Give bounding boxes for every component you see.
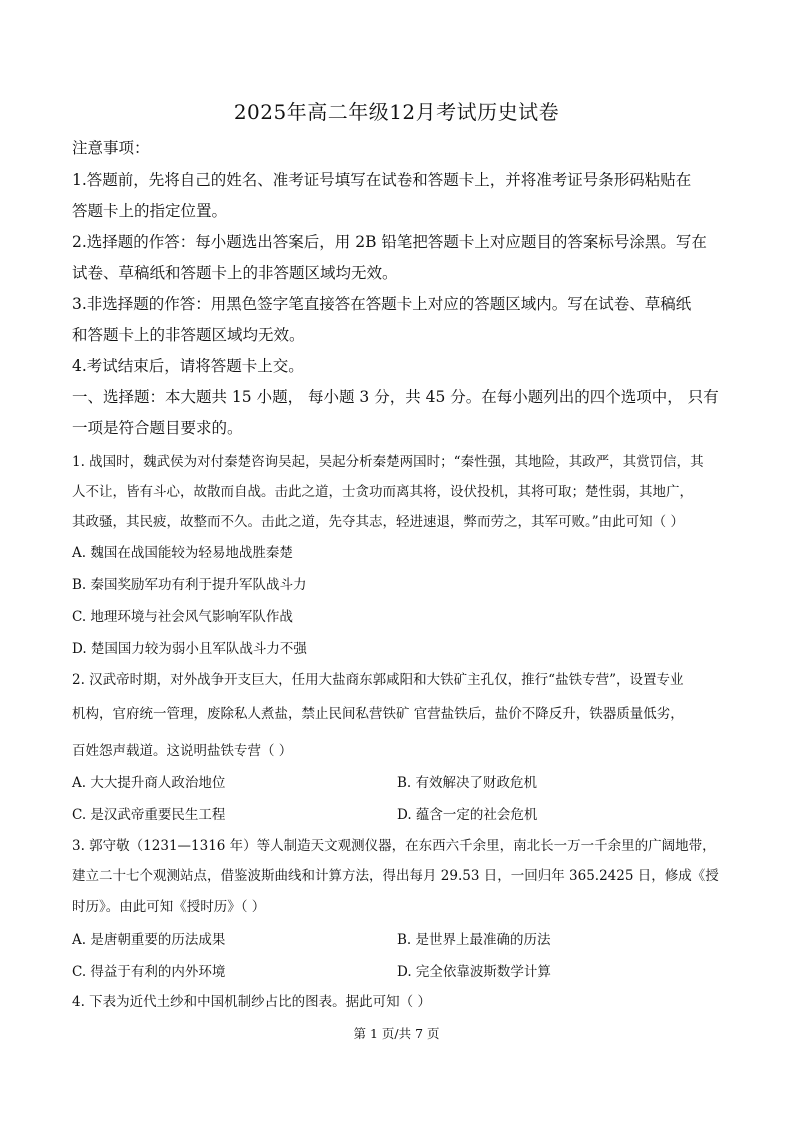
notice-item-4: 4.考试结束后，请将答题卡上交。 xyxy=(72,357,304,375)
question-2-option-b: B. 有效解决了财政危机 xyxy=(397,775,538,791)
question-2-stem-line-2: 机构，官府统一管理，废除私人煮盐，禁止民间私营铁矿 官营盐铁后，盐价不降反升，铁器质量低劣， xyxy=(72,706,684,722)
notice-item-2-line-2: 试卷、草稿纸和答题卡上的非答题区域均无效。 xyxy=(72,264,398,282)
notice-item-3-line-1: 3.非选择题的作答：用黑色签字笔直接答在答题卡上对应的答题区域内。写在试卷、草稿纸 xyxy=(72,295,692,313)
question-1-option-a: A. 魏国在战国能较为轻易地战胜秦楚 xyxy=(72,545,293,561)
question-1-stem-line-1: 1. 战国时，魏武侯为对付秦楚咨询吴起，吴起分析秦楚两国时；“秦性强，其地险，其政严，其赏罚信，其 xyxy=(72,454,704,470)
question-3-stem-line-1: 3. 郭守敬（1231—1316 年）等人制造天文观测仪器，在东西六千余里，南北长一万一千余里的广阔地带， xyxy=(72,838,716,854)
question-1-option-d: D. 楚国国力较为弱小且军队战斗力不强 xyxy=(72,641,307,657)
question-1-option-b: B. 秦国奖励军功有利于提升军队战斗力 xyxy=(72,577,307,593)
question-3-stem-line-3: 时历》。由此可知《授时历》（ ） xyxy=(72,899,266,915)
notice-heading: 注意事项： xyxy=(72,139,150,157)
question-3-option-b: B. 是世界上最准确的历法 xyxy=(397,932,551,948)
section-1-line-2: 一项是符合题目要求的。 xyxy=(72,419,243,437)
question-4-stem-line-1: 4. 下表为近代土纱和中国机制纱占比的图表。据此可知（ ） xyxy=(72,994,431,1010)
question-1-stem-line-2: 人不让，皆有斗心，故散而自战。击此之道，士贪功而离其将，设伏投机，其将可取；楚性弱，其地广， xyxy=(72,484,693,500)
question-3-option-a: A. 是唐朝重要的历法成果 xyxy=(72,932,226,948)
question-2-stem-line-1: 2. 汉武帝时期，对外战争开支巨大，任用大盐商东郭咸阳和大铁矿主孔仅，推行“盐铁专营”，设置专业 xyxy=(72,672,684,688)
notice-item-1-line-1: 1.答题前，先将自己的姓名、准考证号填写在试卷和答题卡上，并将准考证号条形码粘贴在 xyxy=(72,171,692,189)
question-2-option-c: C. 是汉武帝重要民生工程 xyxy=(72,807,226,823)
question-3-stem-line-2: 建立二十七个观测站点，借鉴波斯曲线和计算方法，得出每月 29.53 日，一回归年 365.2425 日，修成《授 xyxy=(72,868,719,884)
question-2-stem-line-3: 百姓怨声载道。这说明盐铁专营（ ） xyxy=(72,743,293,759)
page-footer: 第 1 页/共 7 页 xyxy=(353,1026,440,1041)
question-1-stem-line-3: 其政骚，其民疲，故整而不久。击此之道，先夺其志，轻进速退，弊而劳之，其军可败。”由此可知（ ） xyxy=(72,514,684,530)
notice-item-2-line-1: 2.选择题的作答：每小题选出答案后，用 2B 铅笔把答题卡上对应题目的答案标号涂黑。写在 xyxy=(72,233,707,251)
question-2-option-d: D. 蕴含一定的社会危机 xyxy=(397,807,538,823)
question-3-option-c: C. 得益于有利的内外环境 xyxy=(72,964,226,980)
question-3-option-d: D. 完全依靠波斯数学计算 xyxy=(397,964,551,980)
notice-item-3-line-2: 和答题卡上的非答题区域均无效。 xyxy=(72,326,305,344)
section-1-line-1: 一、选择题：本大题共 15 小题， 每小题 3 分，共 45 分。在每小题列出的四个选项中， 只有 xyxy=(72,388,719,406)
notice-item-1-line-2: 答题卡上的指定位置。 xyxy=(72,202,228,220)
page-title: 2025年高二年级12月考试历史试卷 xyxy=(233,100,560,124)
question-2-option-a: A. 大大提升商人政治地位 xyxy=(72,775,226,791)
question-1-option-c: C. 地理环境与社会风气影响军队作战 xyxy=(72,609,293,625)
